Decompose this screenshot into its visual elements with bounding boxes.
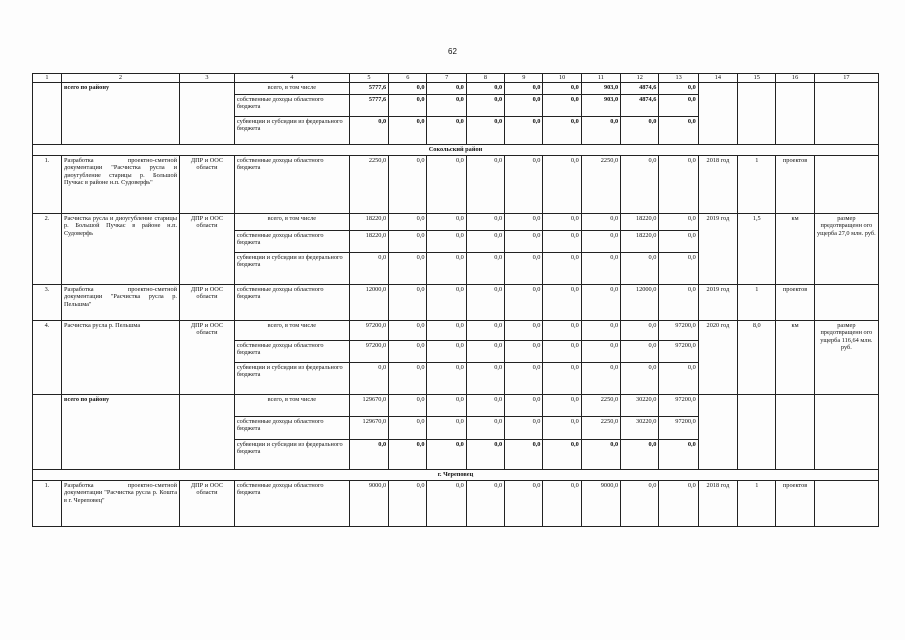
value-cell: 0,0 [659, 480, 698, 526]
value-cell: 18220,0 [621, 230, 659, 252]
row-no-cell [33, 82, 62, 144]
value-cell: 12000,0 [621, 284, 659, 320]
section-title: г. Череповец [33, 469, 879, 480]
table-row [33, 320, 879, 340]
column-number-cell: 14 [698, 74, 737, 83]
value-cell: 0,0 [505, 116, 543, 144]
executor-cell: ДПР и ООС области [180, 320, 235, 394]
funding-source-label: собственные доходы областного бюджета [234, 230, 349, 252]
value-cell: 0,0 [543, 116, 581, 144]
value-cell: 0,0 [581, 230, 620, 252]
value-cell: 0,0 [427, 320, 466, 340]
value-cell: 0,0 [505, 439, 543, 469]
value-cell: 0,0 [466, 394, 504, 416]
funding-source-label: субвенции и субсидии из федерального бюджета [234, 116, 349, 144]
value-cell: 0,0 [427, 213, 466, 230]
value-cell: 0,0 [505, 94, 543, 116]
value-cell: 0,0 [543, 394, 581, 416]
value-cell: 0,0 [543, 439, 581, 469]
funding-source-label: собственные доходы областного бюджета [234, 94, 349, 116]
value-cell: 18220,0 [349, 213, 388, 230]
table-row [33, 394, 879, 416]
value-cell: 0,0 [621, 439, 659, 469]
column-number-cell: 1 [33, 74, 62, 83]
value-cell: 0,0 [581, 340, 620, 362]
funding-source-label: субвенции и субсидии из федерального бюджета [234, 439, 349, 469]
value-cell: 0,0 [659, 230, 698, 252]
qty-cell [738, 394, 776, 469]
column-number-cell: 10 [543, 74, 581, 83]
value-cell: 0,0 [505, 394, 543, 416]
value-cell: 97200,0 [659, 320, 698, 340]
value-cell: 0,0 [505, 480, 543, 526]
value-cell: 0,0 [543, 416, 581, 439]
value-cell: 0,0 [349, 116, 388, 144]
value-cell: 0,0 [505, 416, 543, 439]
funding-source-label: субвенции и субсидии из федерального бюджета [234, 362, 349, 394]
value-cell: 0,0 [543, 252, 581, 284]
value-cell: 0,0 [659, 284, 698, 320]
executor-cell: ДПР и ООС области [180, 284, 235, 320]
column-number-cell: 8 [466, 74, 504, 83]
value-cell: 2250,0 [349, 155, 388, 213]
value-cell: 0,0 [349, 439, 388, 469]
funding-source-label: всего, в том числе [234, 320, 349, 340]
value-cell: 30220,0 [621, 416, 659, 439]
column-number-cell: 5 [349, 74, 388, 83]
year-cell [698, 82, 737, 144]
value-cell: 0,0 [581, 284, 620, 320]
table-row [33, 155, 879, 213]
funding-source-label: всего, в том числе [234, 394, 349, 416]
row-no-cell: 3. [33, 284, 62, 320]
value-cell: 0,0 [466, 213, 504, 230]
value-cell: 0,0 [389, 480, 427, 526]
value-cell: 0,0 [466, 230, 504, 252]
qty-cell: 1 [738, 284, 776, 320]
funding-source-label: собственные доходы областного бюджета [234, 284, 349, 320]
column-number-cell: 15 [738, 74, 776, 83]
year-cell: 2018 год [698, 480, 737, 526]
column-number-cell: 16 [776, 74, 814, 83]
table-row [33, 82, 879, 94]
value-cell: 0,0 [427, 284, 466, 320]
funding-source-label: собственные доходы областного бюджета [234, 340, 349, 362]
value-cell: 97200,0 [659, 394, 698, 416]
value-cell: 0,0 [427, 362, 466, 394]
column-number-cell: 13 [659, 74, 698, 83]
value-cell: 0,0 [581, 439, 620, 469]
measure-name-cell: Расчистка русла и диоугубление старицы р. Большой Пучкас в районе н.п. Судоверфь [61, 213, 179, 284]
row-no-cell: 1. [33, 155, 62, 213]
effect-cell [814, 284, 878, 320]
value-cell: 0,0 [427, 480, 466, 526]
row-no-cell [33, 394, 62, 469]
section-header-row [33, 469, 879, 480]
value-cell: 0,0 [466, 416, 504, 439]
qty-cell: 1 [738, 155, 776, 213]
value-cell: 0,0 [621, 252, 659, 284]
value-cell: 0,0 [389, 230, 427, 252]
section-title: Сокольский район [33, 144, 879, 155]
value-cell: 30220,0 [621, 394, 659, 416]
effect-cell [814, 82, 878, 144]
value-cell: 0,0 [543, 94, 581, 116]
funding-source-label: собственные доходы областного бюджета [234, 155, 349, 213]
value-cell: 0,0 [659, 362, 698, 394]
value-cell: 0,0 [505, 362, 543, 394]
value-cell: 0,0 [389, 213, 427, 230]
value-cell: 18220,0 [621, 213, 659, 230]
column-number-cell: 9 [505, 74, 543, 83]
executor-cell: ДПР и ООС области [180, 480, 235, 526]
value-cell: 97200,0 [659, 416, 698, 439]
value-cell: 0,0 [659, 94, 698, 116]
value-cell: 0,0 [659, 439, 698, 469]
value-cell: 0,0 [427, 230, 466, 252]
value-cell: 0,0 [505, 252, 543, 284]
value-cell: 0,0 [389, 155, 427, 213]
value-cell: 0,0 [543, 320, 581, 340]
measure-name-cell: Разработка проектно-сметной документации "Расчистка русла р. Пельшма" [61, 284, 179, 320]
value-cell: 0,0 [427, 94, 466, 116]
value-cell: 0,0 [543, 82, 581, 94]
value-cell: 0,0 [389, 394, 427, 416]
measure-name-cell: Расчистка русла р. Пельшма [61, 320, 179, 394]
section-header-row [33, 144, 879, 155]
value-cell: 0,0 [543, 480, 581, 526]
value-cell: 5777,6 [349, 94, 388, 116]
year-cell [698, 394, 737, 469]
unit-cell: проектов [776, 155, 814, 213]
value-cell: 0,0 [581, 320, 620, 340]
measure-name-cell: Разработка проектно-сметной документации "Расчистка русла и диоугубление старицы р. Большой Пучкас в районе н.п. Судоверфь" [61, 155, 179, 213]
value-cell: 0,0 [389, 252, 427, 284]
effect-cell [814, 480, 878, 526]
value-cell: 0,0 [389, 416, 427, 439]
table-row [33, 480, 879, 526]
unit-cell: км [776, 320, 814, 394]
unit-cell: проектов [776, 284, 814, 320]
value-cell: 2250,0 [581, 394, 620, 416]
value-cell: 4874,6 [621, 94, 659, 116]
funding-source-label: собственные доходы областного бюджета [234, 480, 349, 526]
value-cell: 2250,0 [581, 416, 620, 439]
value-cell: 0,0 [389, 340, 427, 362]
value-cell: 0,0 [466, 362, 504, 394]
effect-cell [814, 155, 878, 213]
value-cell: 0,0 [427, 155, 466, 213]
value-cell: 0,0 [466, 284, 504, 320]
value-cell: 0,0 [543, 362, 581, 394]
value-cell: 0,0 [581, 213, 620, 230]
value-cell: 97200,0 [349, 320, 388, 340]
value-cell: 0,0 [621, 320, 659, 340]
row-no-cell: 2. [33, 213, 62, 284]
table-row [33, 284, 879, 320]
value-cell: 129670,0 [349, 394, 388, 416]
value-cell: 0,0 [543, 340, 581, 362]
row-no-cell: 1. [33, 480, 62, 526]
effect-cell: размер предотвращенн ого ущерба 27,0 млн. руб. [814, 213, 878, 284]
value-cell: 4874,6 [621, 82, 659, 94]
value-cell: 903,0 [581, 94, 620, 116]
value-cell: 2250,0 [581, 155, 620, 213]
value-cell: 129670,0 [349, 416, 388, 439]
value-cell: 0,0 [466, 320, 504, 340]
value-cell: 9000,0 [349, 480, 388, 526]
value-cell: 0,0 [505, 284, 543, 320]
value-cell: 0,0 [389, 116, 427, 144]
value-cell: 0,0 [466, 155, 504, 213]
value-cell: 18220,0 [349, 230, 388, 252]
value-cell: 0,0 [659, 155, 698, 213]
value-cell: 97200,0 [659, 340, 698, 362]
value-cell: 0,0 [466, 252, 504, 284]
value-cell: 0,0 [389, 94, 427, 116]
year-cell: 2018 год [698, 155, 737, 213]
value-cell: 0,0 [466, 340, 504, 362]
value-cell: 0,0 [659, 82, 698, 94]
column-number-cell: 7 [427, 74, 466, 83]
value-cell: 0,0 [543, 230, 581, 252]
value-cell: 0,0 [389, 82, 427, 94]
executor-cell: ДПР и ООС области [180, 155, 235, 213]
value-cell: 97200,0 [349, 340, 388, 362]
effect-cell [814, 394, 878, 469]
value-cell: 0,0 [581, 252, 620, 284]
year-cell: 2020 год [698, 320, 737, 394]
budget-table [32, 73, 879, 527]
qty-cell: 1,5 [738, 213, 776, 284]
value-cell: 0,0 [621, 480, 659, 526]
measure-name-cell: Разработка проектно-сметной документации "Расчистка русла р. Кошта в г. Череповец" [61, 480, 179, 526]
executor-cell [180, 394, 235, 469]
column-number-cell: 3 [180, 74, 235, 83]
value-cell: 0,0 [389, 362, 427, 394]
value-cell: 0,0 [505, 155, 543, 213]
value-cell: 0,0 [621, 362, 659, 394]
value-cell: 0,0 [505, 213, 543, 230]
qty-cell [738, 82, 776, 144]
year-cell: 2019 год [698, 213, 737, 284]
column-number-cell: 6 [389, 74, 427, 83]
value-cell: 0,0 [349, 362, 388, 394]
value-cell: 0,0 [466, 480, 504, 526]
qty-cell: 1 [738, 480, 776, 526]
unit-cell: проектов [776, 480, 814, 526]
value-cell: 0,0 [427, 394, 466, 416]
year-cell: 2019 год [698, 284, 737, 320]
value-cell: 0,0 [659, 213, 698, 230]
funding-source-label: субвенции и субсидии из федерального бюджета [234, 252, 349, 284]
qty-cell: 8,0 [738, 320, 776, 394]
column-number-cell: 2 [61, 74, 179, 83]
value-cell: 9000,0 [581, 480, 620, 526]
value-cell: 0,0 [621, 155, 659, 213]
value-cell: 0,0 [659, 116, 698, 144]
value-cell: 0,0 [543, 213, 581, 230]
value-cell: 0,0 [427, 252, 466, 284]
value-cell: 903,0 [581, 82, 620, 94]
funding-source-label: всего, в том числе [234, 213, 349, 230]
unit-cell [776, 82, 814, 144]
value-cell: 0,0 [581, 116, 620, 144]
column-number-cell: 4 [234, 74, 349, 83]
value-cell: 0,0 [349, 252, 388, 284]
value-cell: 12000,0 [349, 284, 388, 320]
page-number: 62 [448, 47, 457, 56]
value-cell: 0,0 [466, 82, 504, 94]
value-cell: 0,0 [427, 439, 466, 469]
value-cell: 0,0 [427, 340, 466, 362]
value-cell: 0,0 [543, 284, 581, 320]
value-cell: 0,0 [466, 439, 504, 469]
unit-cell [776, 394, 814, 469]
table-row [33, 213, 879, 230]
value-cell: 0,0 [505, 320, 543, 340]
value-cell: 0,0 [505, 340, 543, 362]
value-cell: 0,0 [389, 284, 427, 320]
column-number-cell: 17 [814, 74, 878, 83]
value-cell: 0,0 [466, 94, 504, 116]
district-total-label: всего по району [61, 394, 179, 469]
value-cell: 0,0 [427, 116, 466, 144]
district-total-label: всего по району [61, 82, 179, 144]
value-cell: 0,0 [427, 416, 466, 439]
column-number-row [33, 74, 879, 83]
column-number-cell: 11 [581, 74, 620, 83]
funding-source-label: всего, в том числе [234, 82, 349, 94]
value-cell: 0,0 [505, 230, 543, 252]
value-cell: 0,0 [427, 82, 466, 94]
value-cell: 0,0 [543, 155, 581, 213]
executor-cell [180, 82, 235, 144]
funding-source-label: собственные доходы областного бюджета [234, 416, 349, 439]
value-cell: 5777,6 [349, 82, 388, 94]
value-cell: 0,0 [621, 340, 659, 362]
value-cell: 0,0 [581, 362, 620, 394]
row-no-cell: 4. [33, 320, 62, 394]
value-cell: 0,0 [659, 252, 698, 284]
value-cell: 0,0 [389, 439, 427, 469]
unit-cell: км [776, 213, 814, 284]
value-cell: 0,0 [466, 116, 504, 144]
executor-cell: ДПР и ООС области [180, 213, 235, 284]
value-cell: 0,0 [505, 82, 543, 94]
value-cell: 0,0 [389, 320, 427, 340]
value-cell: 0,0 [621, 116, 659, 144]
effect-cell: размер предотвращенн ого ущерба 116,64 млн. руб. [814, 320, 878, 394]
column-number-cell: 12 [621, 74, 659, 83]
